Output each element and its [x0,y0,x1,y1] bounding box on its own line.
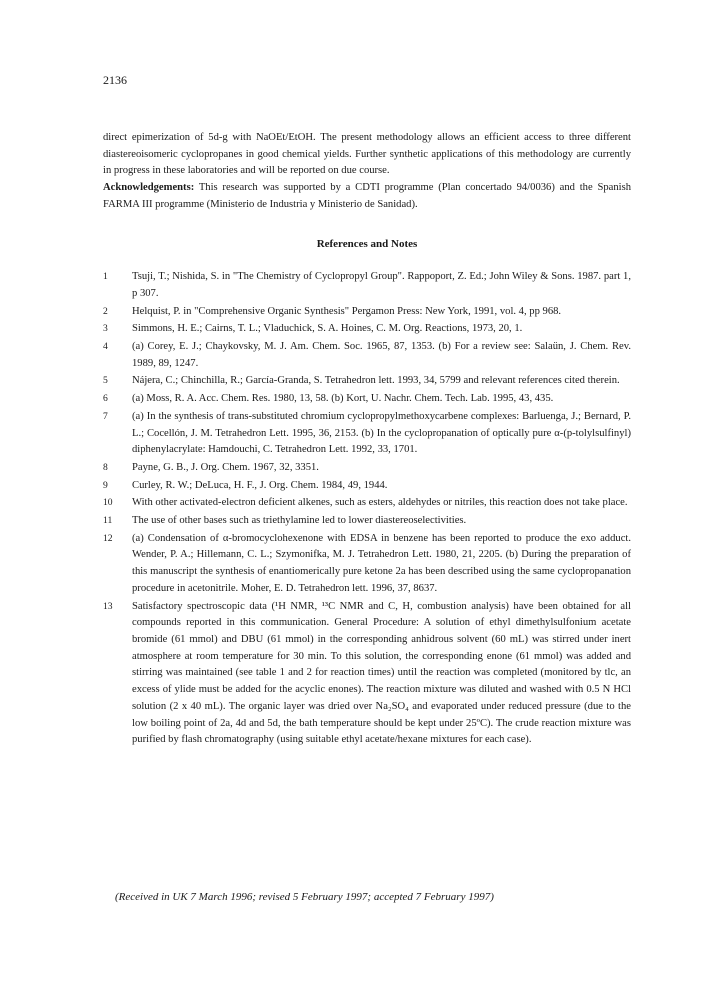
references-heading: References and Notes [316,237,418,250]
reference-text: Tsuji, T.; Nishida, S. in "The Chemistry of Cyclopropyl Group". Rappoport, Z. Ed.; John Wiley & Sons. 1987. part 1, p 307. [132,271,631,299]
reference-number: 12 [103,532,113,544]
reference-item [103,460,631,477]
received-dates-footer: (Received in UK 7 March 1996; revised 5 February 1997; accepted 7 February 1997) [115,891,494,903]
reference-item [103,495,631,512]
reference-item [103,599,631,749]
reference-item [103,409,631,459]
reference-item [103,531,631,598]
reference-text: Helquist, P. in "Comprehensive Organic Synthesis" Pergamon Press: New York, 1991, vol. 4, pp 968. [132,305,562,317]
reference-text: (a) Condensation of α-bromocyclohexenone with EDSA in benzene has been reported to produce the exo adduct. Wender, P. A.; Hillemann, C. L.; Szymonifka, M. J. Tetrahedron Lett. 1980, 21, 2205. (b) During the preparation of this manuscript the synthesis of enantiomerically pure ketone 2a has been described using the same cyclopropanation procedure in acetonitrile. Moher, E. D. Tetrahedron lett. 1996, 37, 8637. [132,532,631,594]
intro-paragraph: direct epimerization of 5d-g with NaOEt/EtOH. The present methodology allows an efficient access to three different diastereoisomeric cyclopropanes in good chemical yields. Further synthetic applications of this methodology are currently in progress in these laboratories and will be reported on due course. [103,132,631,177]
reference-number: 1 [103,271,108,283]
reference-item [103,513,631,530]
reference-number: 3 [103,323,108,335]
reference-text: The use of other bases such as triethylamine led to lower diastereoselectivities. [132,515,467,527]
acknowledgements-text: This research was supported by a CDTI programme (Plan concertado 94/0036) and the Spanish FARMA III programme (Ministerio de Industria y Ministerio de Sanidad). [103,182,631,210]
reference-number: 9 [103,479,108,491]
reference-text: (a) In the synthesis of trans-substituted chromium cyclopropylmethoxycarbene complexes: Barluenga, J.; Bernard, P. L.; Cocellón, J. M. Tetrahedron Lett. 1995, 36, 2153. (b) In the cyclopropanation of optically pure α-(p-tolylsulfinyl) diphenylacrylate: Hamdouchi, C. Tetrahedron Lett. 1992, 33, 1701. [132,410,631,456]
reference-item [103,391,631,408]
article-body [103,130,631,750]
reference-text: Simmons, H. E.; Cairns, T. L.; Vladuchick, S. A. Hoines, C. M. Org. Reactions, 1973, 20, 1. [132,323,523,335]
reference-item [103,478,631,495]
reference-number: 4 [103,341,108,353]
reference-item [103,321,631,338]
reference-text: Satisfactory spectroscopic data (¹H NMR, ¹³C NMR and C, H, combustion analysis) have been obtained for all compounds reported in this communication. General Procedure: A solution of ethyl dimethylsulfonium acetate bromide (61 mmol) and DBU (61 mmol) in the corresponding anhidrous solvent (60 mL) was stirred under inert atmosphere at room temperature for 30 min. To this solution, the corresponding enone (61 mmol) was added and stirring was maintained (see table 1 and 2 for reaction times) until the reaction was completed (monitored by tlc, an excess of ylide must be added for the acyclic enones). The reaction mixture was diluted and washed with 0.5 N HCl solution (2 x 40 mL). The organic layer was dried over Na₂SO₄ and evaporated under reduced pressure (due to the low boiling point of 2a, 4d and 5d, the bath temperature should be kept under 25ºC). The crude reaction mixture was purified by flash chromatography (using suitable ethyl acetate/hexane mixtures for each case). [132,600,631,746]
acknowledgements-label: Acknowledgements: [103,182,195,194]
reference-number: 11 [103,515,113,527]
reference-item [103,304,631,321]
reference-number: 10 [103,497,113,509]
reference-number: 7 [103,410,108,422]
reference-number: 6 [103,393,108,405]
reference-item [103,373,631,390]
reference-text: (a) Corey, E. J.; Chaykovsky, M. J. Am. Chem. Soc. 1965, 87, 1353. (b) For a review see: Salaün, J. Chem. Rev. 1989, 89, 1247. [132,341,631,369]
reference-item [103,269,631,302]
reference-text: Curley, R. W.; DeLuca, H. F., J. Org. Chem. 1984, 49, 1944. [132,479,388,491]
page-number: 2136 [103,73,127,87]
reference-text: (a) Moss, R. A. Acc. Chem. Res. 1980, 13, 58. (b) Kort, U. Nachr. Chem. Tech. Lab. 1995, 43, 435. [132,393,554,405]
acknowledgements-paragraph [103,180,631,213]
reference-text: Nájera, C.; Chinchilla, R.; García-Granda, S. Tetrahedron lett. 1993, 34, 5799 and relevant references cited therein. [132,375,620,387]
reference-number: 2 [103,305,108,317]
reference-text: With other activated-electron deficient alkenes, such as esters, aldehydes or nitriles, this reaction does not take place. [132,497,628,509]
reference-number: 5 [103,375,108,387]
reference-number: 13 [103,600,113,612]
reference-item [103,339,631,372]
reference-number: 8 [103,461,108,473]
references-list [103,269,631,749]
reference-text: Payne, G. B., J. Org. Chem. 1967, 32, 3351. [132,461,319,473]
